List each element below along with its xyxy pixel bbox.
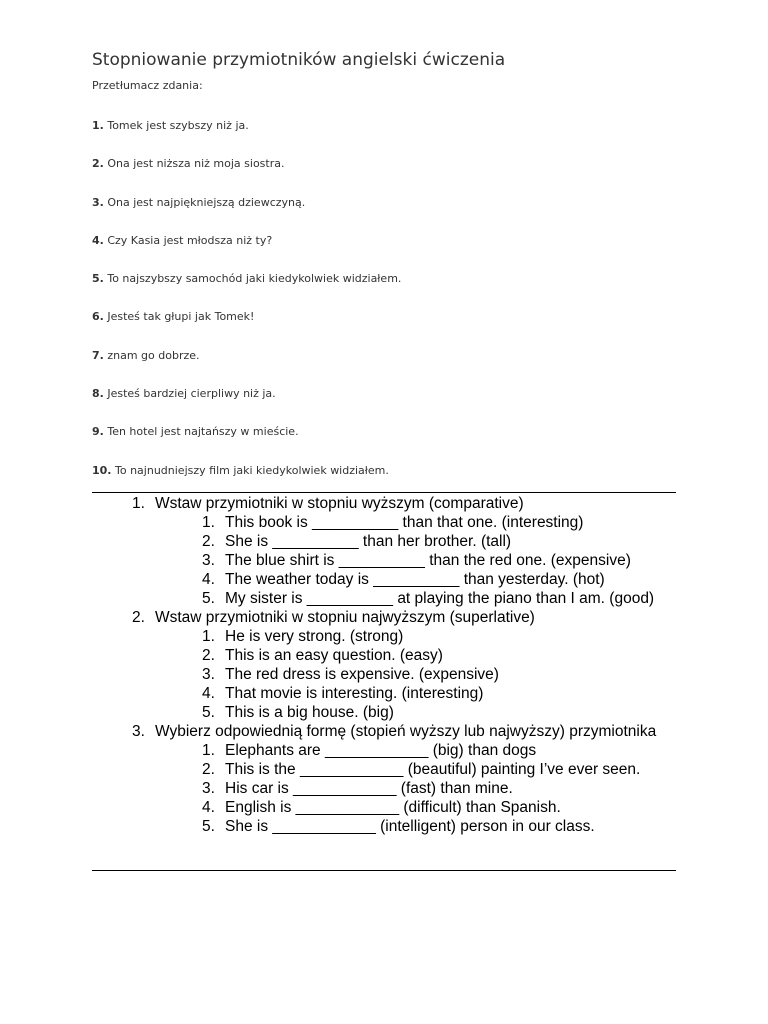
item-number: 3. [202, 780, 215, 797]
item-number: 4. [202, 799, 215, 816]
item-number: 5. [92, 272, 104, 286]
item-text: Czy Kasia jest młodsza niż ty? [107, 233, 273, 247]
item-number: 8. [92, 387, 104, 401]
item-number: 4. [202, 685, 215, 702]
item-text: Tomek jest szybszy niż ja. [107, 119, 249, 132]
item-text: She is __________ than her brother. (tall) [225, 533, 512, 550]
exercise-number: 2. [132, 609, 145, 626]
list-item [92, 551, 676, 570]
exercise-number: 1. [132, 495, 145, 512]
item-text: English is ____________ (difficult) than Spanish. [225, 799, 561, 816]
item-text: Jesteś bardziej cierpliwy niż ja. [107, 387, 276, 401]
exercise-3 [92, 722, 676, 836]
item-text: This is an easy question. (easy) [225, 647, 443, 664]
item-text: To najnudniejszy film jaki kiedykolwiek widziałem. [115, 463, 389, 477]
item-text: The red dress is expensive. (expensive) [225, 666, 499, 683]
item-number: 1. [202, 514, 215, 531]
list-item [92, 532, 676, 551]
list-item [92, 589, 676, 608]
item-number: 4. [92, 233, 104, 247]
list-item [92, 271, 401, 309]
exercise-1 [92, 494, 676, 608]
divider [92, 870, 676, 871]
exercise-2 [92, 608, 676, 722]
item-number: 2. [202, 647, 215, 664]
item-number: 5. [202, 818, 215, 835]
item-number: 1. [92, 119, 104, 132]
item-text: To najszybszy samochód jaki kiedykolwiek widziałem. [107, 272, 402, 286]
list-item [92, 741, 676, 760]
item-number: 3. [92, 195, 104, 209]
item-number: 3. [202, 666, 215, 683]
exercise-title: Wstaw przymiotniki w stopniu wyższym (comparative) [155, 495, 524, 512]
list-item [92, 424, 401, 462]
item-text: This is a big house. (big) [225, 704, 394, 721]
list-item [92, 646, 676, 665]
list-item [92, 386, 401, 424]
list-item [92, 665, 676, 684]
item-text: She is ____________ (intelligent) person in our class. [225, 818, 595, 835]
list-item [92, 570, 676, 589]
page-title: Stopniowanie przymiotników angielski ćwiczenia [92, 50, 506, 70]
list-item [92, 817, 676, 836]
item-text: My sister is __________ at playing the piano than I am. (good) [225, 590, 655, 607]
item-number: 2. [202, 533, 215, 550]
list-item [92, 760, 676, 779]
item-text: znam go dobrze. [107, 348, 200, 362]
item-text: Ten hotel jest najtańszy w mieście. [107, 425, 299, 439]
item-number: 7. [92, 348, 104, 362]
item-number: 6. [92, 310, 104, 324]
item-number: 5. [202, 704, 215, 721]
list-item [92, 703, 676, 722]
item-number: 9. [92, 425, 104, 439]
item-number: 3. [202, 552, 215, 569]
translation-sentences-list [92, 118, 401, 501]
item-text: That movie is interesting. (interesting) [225, 685, 484, 702]
item-number: 5. [202, 590, 215, 607]
item-text: He is very strong. (strong) [225, 628, 404, 645]
exercise-number: 3. [132, 723, 145, 740]
list-item [92, 627, 676, 646]
item-text: The blue shirt is __________ than the red one. (expensive) [225, 552, 631, 569]
list-item [92, 779, 676, 798]
exercise-heading [92, 494, 676, 513]
item-text: The weather today is __________ than yesterday. (hot) [225, 571, 605, 588]
instruction-text: Przetłumacz zdania: [92, 79, 203, 92]
list-item [92, 309, 401, 347]
divider [92, 492, 676, 493]
list-item [92, 348, 401, 386]
item-number: 4. [202, 571, 215, 588]
item-number: 2. [202, 761, 215, 778]
item-text: Elephants are ____________ (big) than dogs [225, 742, 537, 759]
item-text: Ona jest niższa niż moja siostra. [107, 157, 285, 171]
exercise-heading [92, 608, 676, 627]
item-text: This is the ____________ (beautiful) painting I’ve ever seen. [225, 761, 641, 778]
list-item [92, 684, 676, 703]
list-item [92, 798, 676, 817]
item-text: Ona jest najpiękniejszą dziewczyną. [107, 195, 306, 209]
exercises-section [92, 494, 676, 836]
item-number: 2. [92, 157, 104, 171]
exercise-heading [92, 722, 676, 741]
list-item [92, 195, 401, 233]
item-number: 1. [202, 742, 215, 759]
exercise-title: Wybierz odpowiednią formę (stopień wyższy lub najwyższy) przymiotnika [155, 723, 657, 740]
list-item [92, 156, 401, 194]
item-text: Jesteś tak głupi jak Tomek! [107, 310, 255, 324]
list-item [92, 513, 676, 532]
item-text: This book is __________ than that one. (interesting) [225, 514, 584, 531]
list-item [92, 233, 401, 271]
exercise-title: Wstaw przymiotniki w stopniu najwyższym (superlative) [155, 609, 535, 626]
item-text: His car is ____________ (fast) than mine. [225, 780, 513, 797]
item-number: 10. [92, 463, 112, 477]
item-number: 1. [202, 628, 215, 645]
list-item [92, 118, 401, 156]
